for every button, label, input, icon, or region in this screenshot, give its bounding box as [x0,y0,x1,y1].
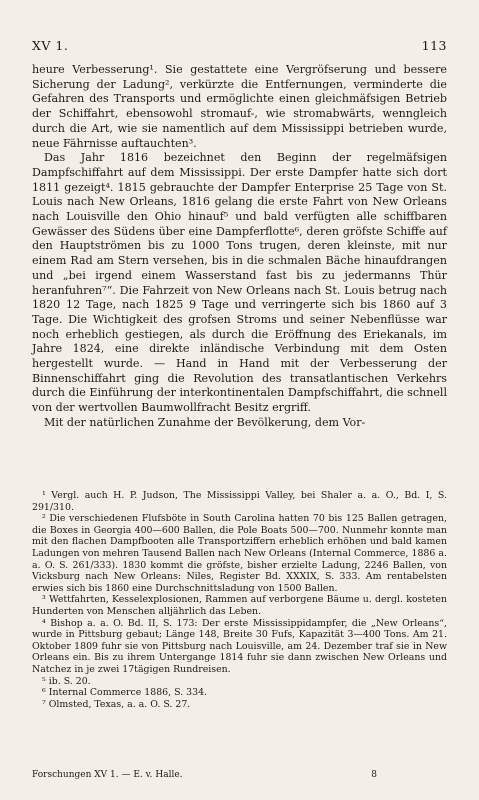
main-text [32,63,447,431]
footnote: ⁴ Bishop a. a. O. Bd. II, S. 173: Der erste Mississippidampfer, die „New Orleans“, wurde in Pittsburg gebaut; Länge 148, Breite 30 Fufs, Kapazität 3—400 Tons. Am 21. Oktober 1809 fuhr sie von Pittsburg nach Louisville, am 24. Dezember traf sie in New Orleans ein. Bis zu ihrem Untergange 1814 fuhr sie dann zwischen New Orleans und Natchez in je zwei 17tägigen Rundreisen. [32,617,447,675]
footnote: ⁶ Internal Commerce 1886, S. 334. [42,687,208,699]
running-header [32,38,447,53]
sheet-number: 8 [371,770,377,780]
footer-signature: Forschungen XV 1. — E. v. Halle. [32,770,183,780]
header-section: XV 1. [32,38,69,53]
footnote: ³ Wettfahrten, Kesselexplosionen, Rammen auf verborgene Bäume u. dergl. kosteten Hunderten von Menschen alljährlich das Leben. [32,594,447,617]
page-number: 113 [421,38,447,53]
paragraph: Mit der natürlichen Zunahme der Bevölkerung, dem Vor- [44,415,366,429]
page-footer [32,770,377,780]
paragraph: Das Jahr 1816 bezeichnet den Beginn der regelmäfsigen Dampfschiffahrt auf dem Mississippi. Der erste Dampfer hatte sich dort 1811 gezeigt⁴. 1815 gebrauchte der Dampfer Enterprise 25 Tage von St. Louis nach New Orleans, 1816 gelang die erste Fahrt von New Orleans nach Louisville den Ohio hinauf⁵ und bald verfügten alle schiffbaren Gewässer des Südens über eine Dampferflotte⁶, deren gröfste Schiffe auf den Hauptströmen bis zu 1000 Tons trugen, deren kleinste, mit nur einem Rad am Stern versehen, bis in die schmalen Bäche hinaufdrangen und „bei irgend einem Wasserstand fast bis zu jedermanns Thür heranfuhren⁷“. Die Fahrzeit von New Orleans nach St. Louis betrug nach 1820 12 Tage, nach 1825 9 Tage und verringerte sich bis 1860 auf 3 Tage. Die Wichtigkeit des grofsen Stroms und seiner Nebenflüsse war noch erheblich gestiegen, als durch die Eröffnung des Eriekanals, im Jahre 1824, eine direkte inländische Verbindung mit dem Osten hergestellt wurde. — Hand in Hand mit der Verbesserung der Binnenschiffahrt ging die Revolution des transatlantischen Verkehrs durch die Einführung der interkontinentalen Dampfschiffahrt, die schnell von der wertvollen Baumwollfracht Besitz ergriff. [32,151,447,415]
footnote: ² Die verschiedenen Flufsböte in South Carolina hatten 70 bis 125 Ballen getragen, die Boxes in Georgia 400—600 Ballen, die Pole Boats 500—700. Nunmehr konnte man mit den flachen Dampfbooten alle Transportziffern erheblich erhöhen und bald kamen Ladungen von mehren Tausend Ballen nach New Orleans (Internal Commerce, 1886 a. a. O. S. 261/333). 1830 kommt die gröfste, bisher erzielte Ladung, 2246 Ballen, von Vicksburg nach New Orleans: Niles, Register Bd. XXXIX, S. 333. Am rentabelsten erwies sich bis 1860 eine Durchschnittsladung von 1500 Ballen. [32,513,447,594]
footnote: ⁵ ib. S. 20. [42,675,91,687]
paragraph: heure Verbesserung¹. Sie gestattete eine Vergröfserung und bessere Sicherung der Ladung², verkürzte die Entfernungen, verminderte die Gefahren des Transports und ermöglichte einen gleichmäfsigen Betrieb der Schiffahrt, ebensowohl stromauf-, wie stromabwärts, wenngleich durch die Art, wie sie namentlich auf dem Mississippi betrieben wurde, neue Fährnisse auftauchten³. [32,63,447,150]
footnote: ⁷ Olmsted, Texas, a. a. O. S. 27. [42,698,191,710]
footnotes [32,490,447,710]
footnote: ¹ Vergl. auch H. P. Judson, The Mississippi Valley, bei Shaler a. a. O., Bd. I, S. 291/310. [32,490,447,513]
